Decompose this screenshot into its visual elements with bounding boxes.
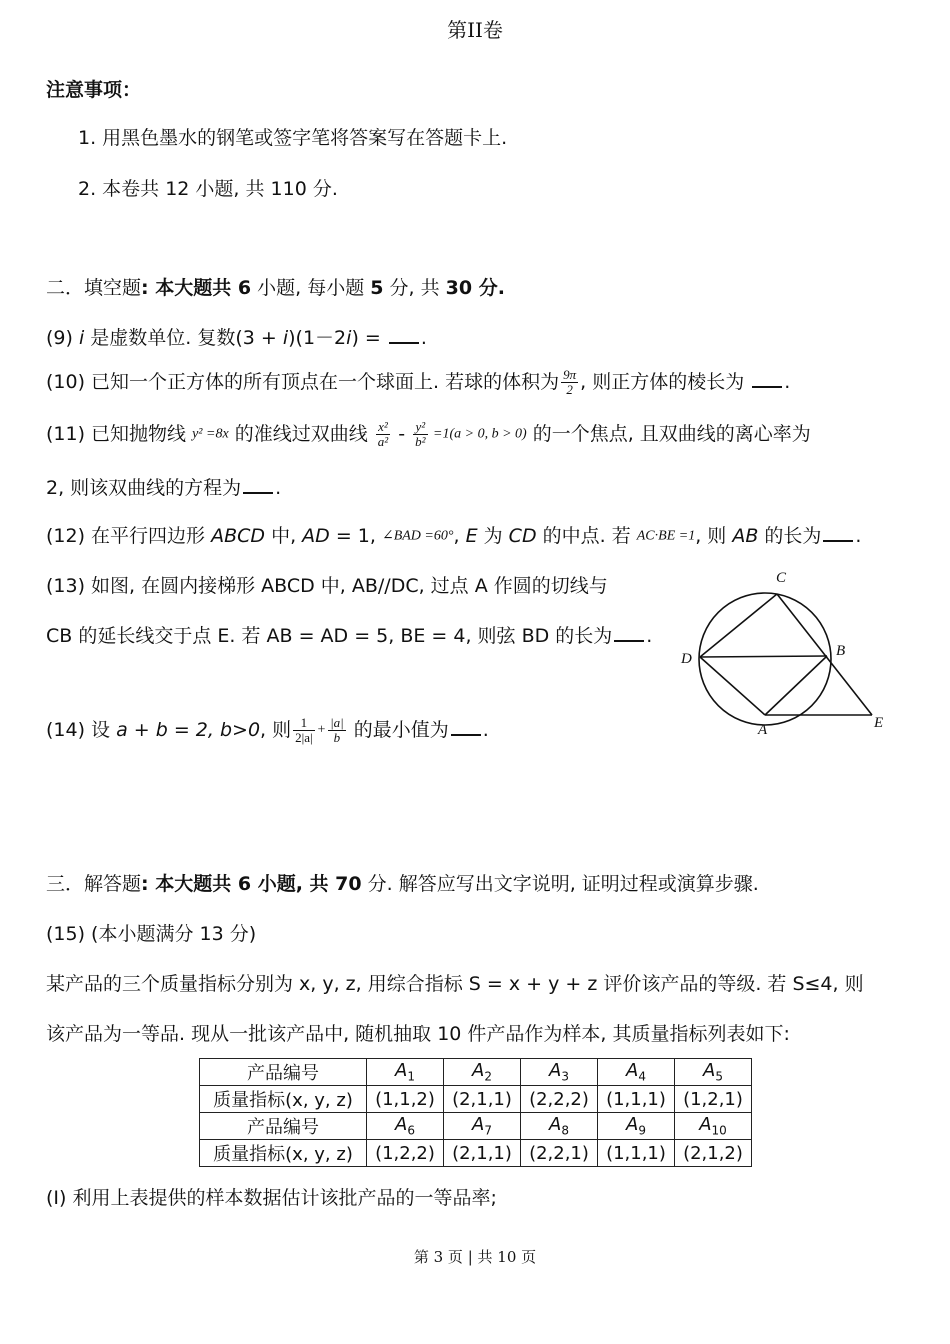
fraction-y2-b2: $\frac{\text{y²}}{\text{b²}}$ (415, 419, 426, 449)
table-row: 质量指标(x, y, z) (1,2,2) (2,1,1) (2,2,1) (1,1,1) (2,1,2) (200, 1140, 752, 1167)
label-b: B (836, 643, 846, 659)
question-12: (12) 在平行四边形 ABCD 中, AD = 1, ∠BAD =60°, E 为 CD 的中点. 若 AC·BE =1, 则 AB 的长为 . (46, 525, 862, 547)
question-11-line-2: 2, 则该双曲线的方程为 . (46, 477, 282, 499)
question-15-paragraph-1: 某产品的三个质量指标分别为 x, y, z, 用综合指标 S = x + y + z 评价该产品的等级. 若 S≤4, 则 (46, 973, 864, 995)
segment-ab (765, 656, 827, 715)
label-a: A (758, 722, 768, 738)
label-c: C (776, 570, 787, 586)
segment-cd (700, 594, 777, 657)
segment-db (700, 656, 827, 657)
answer-blank (389, 326, 419, 344)
fraction-abs-a-b: $\frac{|a|}{b}$ (330, 715, 344, 745)
section2-heading: 二．填空题: 本大题共 6 小题, 每小题 5 分, 共 30 分. (46, 277, 505, 299)
table-row: 产品编号 $A_1$ $A_2$ $A_3$ $A_4$ $A_5$ (200, 1059, 752, 1086)
label-e: E (874, 715, 884, 731)
quality-index-table (199, 1058, 752, 1167)
answer-blank (752, 370, 782, 388)
answer-blank (243, 476, 273, 494)
notice-item-1: 1. 用黑色墨水的钢笔或签字笔将答案写在答题卡上. (78, 127, 508, 149)
question-13-line-2: CB 的延长线交于点 E. 若 AB = AD = 5, BE = 4, 则弦 BD 的长为 . (46, 625, 653, 647)
answer-blank (823, 524, 853, 542)
question-10: (10) 已知一个正方体的所有顶点在一个球面上. 若球的体积为 $\frac{9\pi}{2}$ , 则正方体的棱长为 . (46, 367, 791, 397)
answer-blank (451, 718, 481, 736)
section2-prefix: 二．填空题 (46, 277, 142, 299)
answer-blank (614, 624, 644, 642)
question-9: (9) i 是虚数单位. 复数(3 + i)(1－2i) = . (46, 327, 427, 349)
table-row: 产品编号 $A_6$ $A_7$ $A_8$ $A_9$ $A_{10}$ (200, 1113, 752, 1140)
page-footer: 第 3 页 | 共 10 页 (413, 1248, 537, 1266)
notice-item-2: 2. 本卷共 12 小题, 共 110 分. (78, 178, 338, 200)
question-15-part-1: (I) 利用上表提供的样本数据估计该批产品的一等品率; (46, 1187, 497, 1209)
label-d: D (681, 651, 692, 667)
question-15-paragraph-2: 该产品为一等品. 现从一批该产品中, 随机抽取 10 件产品作为样本, 其质量指标列表如下: (46, 1023, 790, 1045)
parabola-equation: y² =8x (192, 426, 229, 442)
fraction-9pi-2: $\frac{9\pi}{2}$ (563, 367, 577, 397)
segment-da (700, 657, 765, 715)
question-11: (11) 已知抛物线 y² =8x 的准线过双曲线 $\frac{\text{x²}}{\text{a²}}$ - $\frac{\text{y²}}{\text{b²}}$ =1(a > 0, b > 0) 的一个焦点, 且双曲线的离心率为 (46, 419, 811, 449)
circle-trapezoid-figure (676, 560, 896, 745)
question-15-header: (15) (本小题满分 13 分) (46, 923, 257, 945)
section3-heading: 三．解答题: 本大题共 6 小题, 共 70 分. 解答应写出文字说明, 证明过程或演算步骤. (46, 873, 759, 895)
circle (699, 593, 831, 725)
table-row: 质量指标(x, y, z) (1,1,2) (2,1,1) (2,2,2) (1,1,1) (1,2,1) (200, 1086, 752, 1113)
question-14: (14) 设 a + b = 2, b>0, 则 $\frac{1}{2|a|}$ + $\frac{|a|}{b}$ 的最小值为 . (46, 715, 489, 745)
fraction-1-2abs-a: $\frac{1}{2|a|}$ (295, 715, 313, 745)
page-title: 第II卷 (447, 18, 503, 42)
notice-heading: 注意事项： (46, 79, 142, 101)
question-13-line-1: (13) 如图, 在圆内接梯形 ABCD 中, AB//DC, 过点 A 作圆的切线与 (46, 575, 608, 597)
fraction-x2-a2: $\frac{\text{x²}}{\text{a²}}$ (377, 419, 389, 449)
segment-ce (777, 594, 872, 715)
